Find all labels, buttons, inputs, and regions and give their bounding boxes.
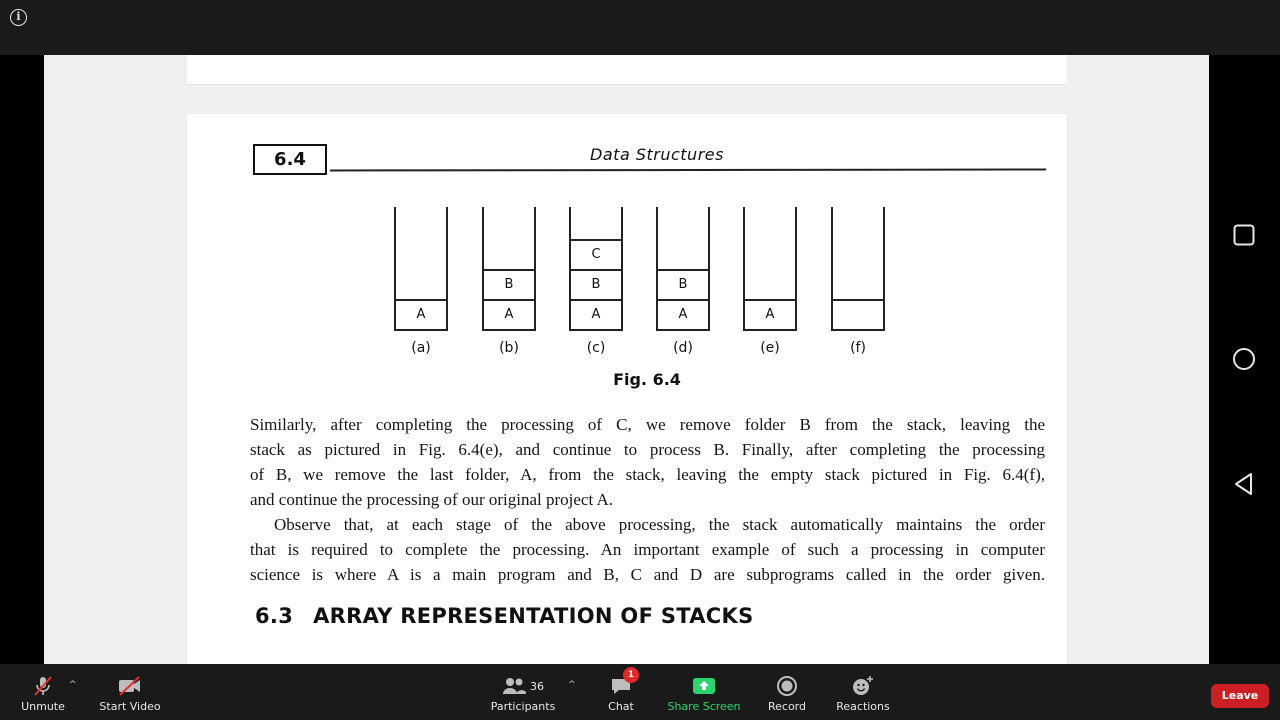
section-title: ARRAY REPRESENTATION OF STACKS (313, 604, 754, 628)
start-video-button[interactable] (98, 664, 162, 720)
chat-unread-badge: 1 (623, 667, 639, 683)
stack-cell: B (484, 269, 534, 299)
stack-cells (833, 299, 883, 331)
audio-options-caret[interactable]: ^ (69, 680, 77, 690)
stack-label: (a) (411, 340, 431, 356)
book-page (187, 114, 1067, 664)
share-screen-button[interactable] (666, 664, 742, 720)
stack-cell: A (658, 299, 708, 331)
leave-button[interactable]: Leave (1211, 684, 1269, 708)
chat-button[interactable] (601, 664, 641, 720)
previous-page-edge (187, 55, 1067, 85)
participants-icon (502, 676, 526, 696)
section-number: 6.3 (255, 604, 294, 628)
record-button[interactable] (764, 664, 810, 720)
reactions-label: Reactions (836, 700, 890, 713)
unmute-button[interactable] (18, 664, 68, 720)
stack-cells (571, 239, 621, 331)
stack-label: (b) (499, 340, 519, 356)
stack-figure (187, 114, 1067, 404)
record-label: Record (767, 700, 806, 713)
paragraph-line: stack as pictured in Fig. 6.4(e), and continue to process B. Finally, after completing the processing (250, 440, 1045, 459)
chat-icon (610, 670, 635, 697)
recents-icon[interactable] (1232, 223, 1256, 247)
participants-icon-group (502, 675, 544, 697)
stack-cells (484, 269, 534, 331)
running-head: Data Structures (590, 145, 724, 164)
stack-cells (745, 299, 795, 331)
stack-cells (658, 269, 708, 331)
paragraph-1 (250, 412, 1045, 512)
stack-cell: A (571, 299, 621, 331)
record-icon (776, 675, 798, 697)
stack-cells (396, 299, 446, 331)
home-icon[interactable] (1232, 347, 1256, 371)
stack-diagram (831, 207, 885, 331)
android-nav-bar (1209, 55, 1280, 664)
participants-button[interactable] (490, 664, 556, 720)
meeting-top-bar (0, 0, 1280, 55)
stack-label: (e) (760, 340, 780, 356)
share-screen-icon (692, 675, 716, 697)
muted-microphone-icon (32, 675, 54, 697)
page-number-box: 6.4 (253, 144, 327, 175)
paragraph-line: that is required to complete the processing. An important example of such a processing in computer (250, 540, 1045, 559)
stack-diagram (569, 207, 623, 331)
paragraph-2 (250, 512, 1045, 587)
figure-caption: Fig. 6.4 (613, 370, 681, 389)
stack-cell: A (484, 299, 534, 331)
section-heading (255, 604, 754, 628)
participants-options-caret[interactable]: ^ (568, 680, 576, 690)
paragraph-line: Similarly, after completing the processing of C, we remove folder B from the stack, leaving the (250, 415, 1045, 434)
paragraph-line: Observe that, at each stage of the above processing, the stack automatically maintains the order (274, 515, 1045, 534)
stack-diagram (482, 207, 536, 331)
meeting-toolbar (0, 664, 1280, 720)
stack-cell: B (658, 269, 708, 299)
share-screen-label: Share Screen (667, 700, 741, 713)
paragraph-line: of B, we remove the last folder, A, from the stack, leaving the empty stack pictured in Fig. 6.4(f), (250, 465, 1045, 484)
chat-label: Chat (608, 700, 634, 713)
paragraph-line: science is where A is a main program and B, C and D are subprograms called in the order given. (250, 565, 1045, 584)
stack-cell: A (396, 299, 446, 331)
unmute-label: Unmute (21, 700, 65, 713)
stack-cell: B (571, 269, 621, 299)
reactions-icon (851, 675, 875, 697)
reactions-button[interactable] (834, 664, 892, 720)
stack-diagram (394, 207, 448, 331)
back-icon[interactable] (1232, 472, 1256, 496)
stack-cell (833, 299, 883, 331)
stack-label: (f) (850, 340, 866, 356)
stack-label: (c) (586, 340, 606, 356)
stack-diagram (743, 207, 797, 331)
stack-cell: C (571, 239, 621, 269)
shared-screen (44, 55, 1209, 664)
stack-cell: A (745, 299, 795, 331)
video-off-icon (117, 675, 143, 697)
paragraph-line: and continue the processing of our original project A. (250, 490, 614, 509)
participants-count: 36 (530, 679, 544, 693)
stack-label: (d) (673, 340, 693, 356)
participants-label: Participants (490, 700, 556, 713)
info-icon[interactable]: i (10, 9, 27, 26)
start-video-label: Start Video (99, 700, 161, 713)
stack-diagram (656, 207, 710, 331)
